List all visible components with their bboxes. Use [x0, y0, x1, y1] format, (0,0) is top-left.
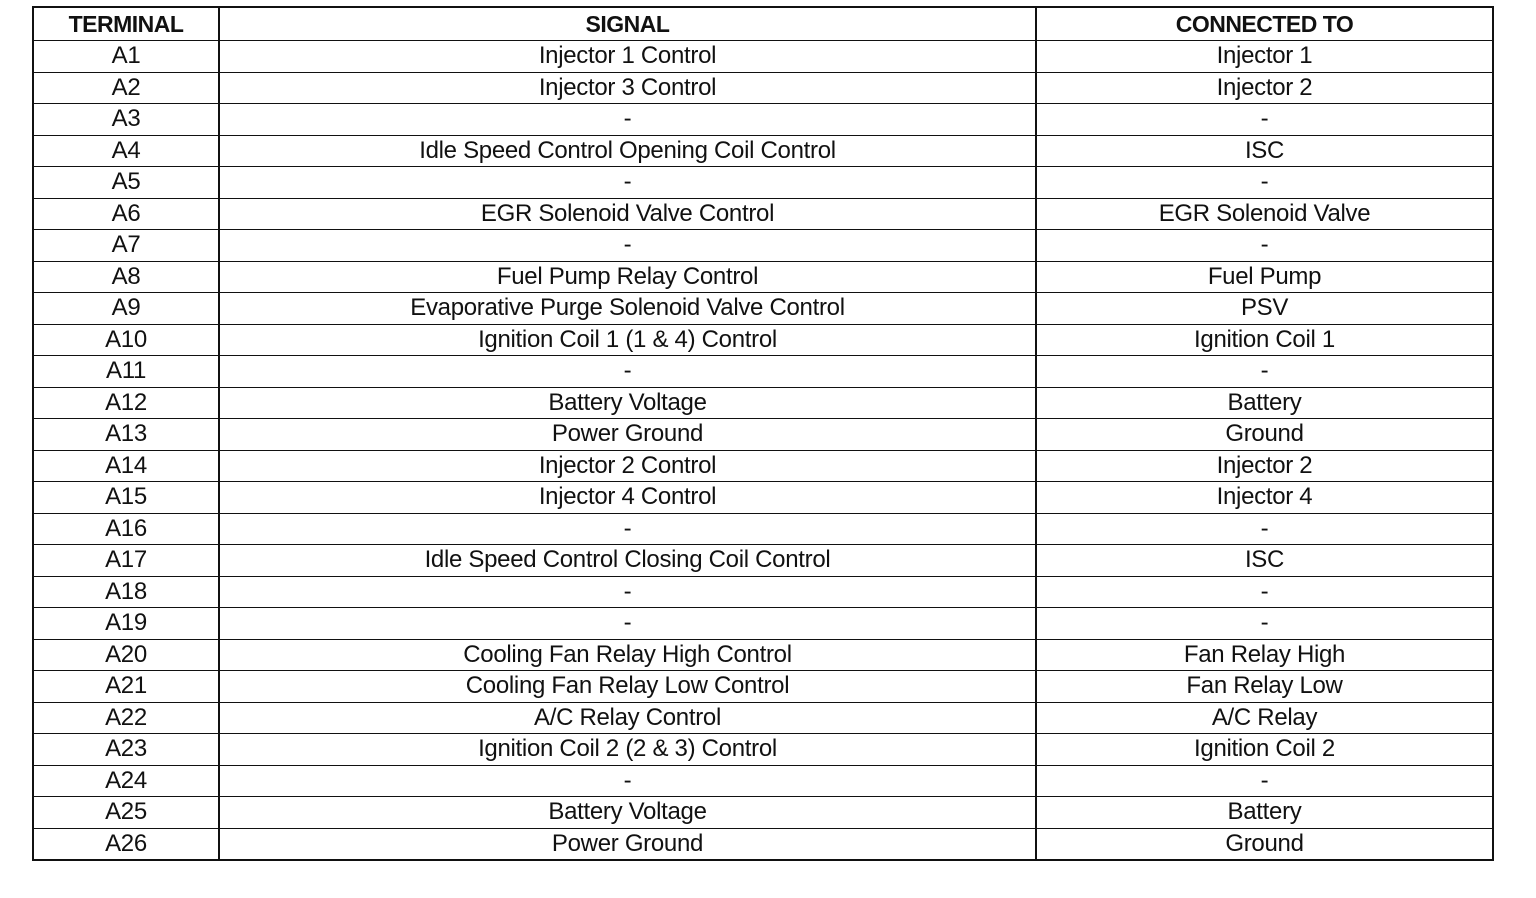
signal-cell: Battery Voltage [219, 797, 1036, 829]
signal-cell: - [219, 765, 1036, 797]
terminal-cell: A13 [33, 419, 219, 451]
connected-to-cell: - [1036, 513, 1493, 545]
connected-to-cell: Ground [1036, 828, 1493, 860]
signal-cell: EGR Solenoid Valve Control [219, 198, 1036, 230]
connected-to-cell: Injector 1 [1036, 41, 1493, 73]
connected-to-cell: - [1036, 230, 1493, 262]
terminal-pinout-table [32, 6, 1494, 861]
connected-to-cell: Injector 4 [1036, 482, 1493, 514]
signal-cell: Idle Speed Control Opening Coil Control [219, 135, 1036, 167]
terminal-cell: A17 [33, 545, 219, 577]
terminal-cell: A3 [33, 104, 219, 136]
table-row [33, 72, 1493, 104]
terminal-cell: A25 [33, 797, 219, 829]
table-row [33, 545, 1493, 577]
table-row [33, 639, 1493, 671]
connected-to-cell: Ignition Coil 2 [1036, 734, 1493, 766]
connected-to-cell: - [1036, 576, 1493, 608]
terminal-pinout-document [32, 6, 1492, 861]
signal-cell: Cooling Fan Relay High Control [219, 639, 1036, 671]
connected-to-cell: EGR Solenoid Valve [1036, 198, 1493, 230]
terminal-cell: A15 [33, 482, 219, 514]
signal-cell: Idle Speed Control Closing Coil Control [219, 545, 1036, 577]
terminal-cell: A7 [33, 230, 219, 262]
connected-to-cell: Ground [1036, 419, 1493, 451]
terminal-cell: A26 [33, 828, 219, 860]
connected-to-cell: Ignition Coil 1 [1036, 324, 1493, 356]
connected-to-cell: - [1036, 104, 1493, 136]
signal-cell: Injector 4 Control [219, 482, 1036, 514]
connected-to-cell: Injector 2 [1036, 450, 1493, 482]
table-row [33, 324, 1493, 356]
table-row [33, 261, 1493, 293]
connected-to-cell: - [1036, 356, 1493, 388]
signal-cell: - [219, 167, 1036, 199]
connected-to-cell: - [1036, 167, 1493, 199]
connected-to-cell: Fan Relay Low [1036, 671, 1493, 703]
table-row [33, 135, 1493, 167]
terminal-cell: A8 [33, 261, 219, 293]
signal-cell: Injector 1 Control [219, 41, 1036, 73]
table-row [33, 450, 1493, 482]
terminal-cell: A9 [33, 293, 219, 325]
signal-cell: - [219, 230, 1036, 262]
signal-cell: - [219, 513, 1036, 545]
table-header [33, 7, 1493, 41]
signal-cell: Power Ground [219, 419, 1036, 451]
terminal-cell: A12 [33, 387, 219, 419]
table-row [33, 104, 1493, 136]
signal-cell: Ignition Coil 2 (2 & 3) Control [219, 734, 1036, 766]
table-row [33, 608, 1493, 640]
header-terminal: TERMINAL [33, 7, 219, 41]
signal-cell: Ignition Coil 1 (1 & 4) Control [219, 324, 1036, 356]
terminal-cell: A6 [33, 198, 219, 230]
signal-cell: Injector 2 Control [219, 450, 1036, 482]
connected-to-cell: - [1036, 608, 1493, 640]
terminal-cell: A19 [33, 608, 219, 640]
table-row [33, 576, 1493, 608]
connected-to-cell: Battery [1036, 387, 1493, 419]
table-row [33, 387, 1493, 419]
signal-cell: Battery Voltage [219, 387, 1036, 419]
connected-to-cell: Fuel Pump [1036, 261, 1493, 293]
signal-cell: A/C Relay Control [219, 702, 1036, 734]
terminal-cell: A24 [33, 765, 219, 797]
signal-cell: - [219, 576, 1036, 608]
terminal-cell: A21 [33, 671, 219, 703]
table-row [33, 671, 1493, 703]
terminal-cell: A4 [33, 135, 219, 167]
connected-to-cell: ISC [1036, 135, 1493, 167]
table-row [33, 356, 1493, 388]
terminal-cell: A18 [33, 576, 219, 608]
header-connected-to: CONNECTED TO [1036, 7, 1493, 41]
terminal-cell: A23 [33, 734, 219, 766]
table-row [33, 702, 1493, 734]
table-row [33, 513, 1493, 545]
terminal-cell: A20 [33, 639, 219, 671]
table-row [33, 419, 1493, 451]
connected-to-cell: Fan Relay High [1036, 639, 1493, 671]
table-row [33, 482, 1493, 514]
table-row [33, 734, 1493, 766]
table-row [33, 828, 1493, 860]
connected-to-cell: Injector 2 [1036, 72, 1493, 104]
terminal-cell: A2 [33, 72, 219, 104]
signal-cell: Evaporative Purge Solenoid Valve Control [219, 293, 1036, 325]
signal-cell: - [219, 608, 1036, 640]
table-row [33, 765, 1493, 797]
signal-cell: Injector 3 Control [219, 72, 1036, 104]
table-row [33, 198, 1493, 230]
table-body [33, 41, 1493, 861]
signal-cell: Power Ground [219, 828, 1036, 860]
terminal-cell: A5 [33, 167, 219, 199]
signal-cell: - [219, 104, 1036, 136]
connected-to-cell: PSV [1036, 293, 1493, 325]
terminal-cell: A14 [33, 450, 219, 482]
connected-to-cell: A/C Relay [1036, 702, 1493, 734]
connected-to-cell: Battery [1036, 797, 1493, 829]
table-row [33, 797, 1493, 829]
table-row [33, 230, 1493, 262]
signal-cell: - [219, 356, 1036, 388]
terminal-cell: A11 [33, 356, 219, 388]
signal-cell: Fuel Pump Relay Control [219, 261, 1036, 293]
table-row [33, 167, 1493, 199]
terminal-cell: A10 [33, 324, 219, 356]
terminal-cell: A22 [33, 702, 219, 734]
table-row [33, 293, 1493, 325]
header-signal: SIGNAL [219, 7, 1036, 41]
table-row [33, 41, 1493, 73]
header-row [33, 7, 1493, 41]
connected-to-cell: ISC [1036, 545, 1493, 577]
terminal-cell: A16 [33, 513, 219, 545]
connected-to-cell: - [1036, 765, 1493, 797]
terminal-cell: A1 [33, 41, 219, 73]
signal-cell: Cooling Fan Relay Low Control [219, 671, 1036, 703]
